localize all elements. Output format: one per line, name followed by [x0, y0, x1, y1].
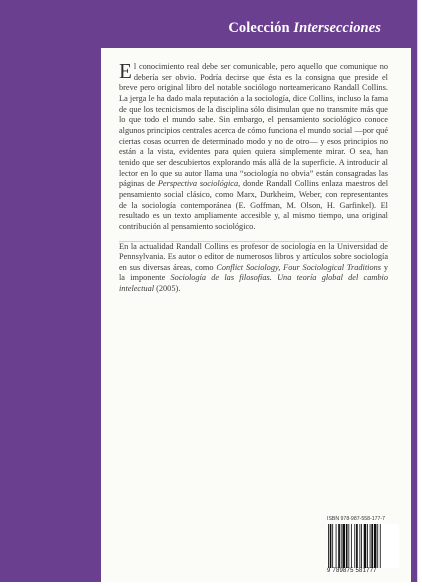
barcode-digits: 9 789875 581777 [327, 568, 377, 574]
drop-cap: E [119, 59, 132, 83]
text-panel [101, 48, 411, 582]
blurb-paragraph-1: El conocimiento real debe ser comunicable, pero aquello que comunique no debería ser obvio. Podría decirse que ésta es la consigna que preside el breve pero original libro del notable sociólogo norteamericano Randall Collins. La jerga le ha dado mala reputación a la sociología, dice Collins, incluso la fama de que los tecnicismos de la disciplina sólo disimulan que no transmite más que lo que todo el mundo sabe. Sin embargo, el pensamiento sociológico conoce algunos principios centrales acerca de cómo funciona el mundo social —por qué ciertas cosas ocurren de determinado modo y no de otro— y esos principios no están a la vista, evidentes para quien quiera simplemente mirar. O sea, han tenido que ser descubiertos explorando más allá de la superficie. A introducir al lector en lo que su autor llama una “sociología no obvia” están consagradas las páginas de Perspectiva sociológica, donde Randall Collins enlaza maestros del pensamiento social clásico, como Marx, Durkheim, Weber, con representantes de la sociología contemporánea (E. Goffman, M. Olson, H. Garfinkel). El resultado es un texto ampliamente accesible y, al mismo tiempo, una original contribución al pensamiento sociológico. [119, 59, 389, 231]
series-title [228, 20, 381, 37]
blurb-text [119, 59, 389, 295]
series-name: Intersecciones [293, 20, 381, 36]
author-bio-paragraph: En la actualidad Randall Collins es profesor de sociología en la Universidad de Pennsylvania. Es autor o editor de numerosos libros y artículos sobre sociología en sus diversas áreas, como Conflict Sociology, Four Sociological Traditions y la imponente Sociología de las filosofías. Una teoría global del cambio intelectual (2005). [119, 241, 388, 294]
isbn-label: ISBN 978-987-558-177-7 [327, 516, 385, 522]
isbn-barcode [327, 516, 399, 576]
series-prefix: Colección [228, 20, 290, 36]
barcode-bars [327, 524, 399, 568]
